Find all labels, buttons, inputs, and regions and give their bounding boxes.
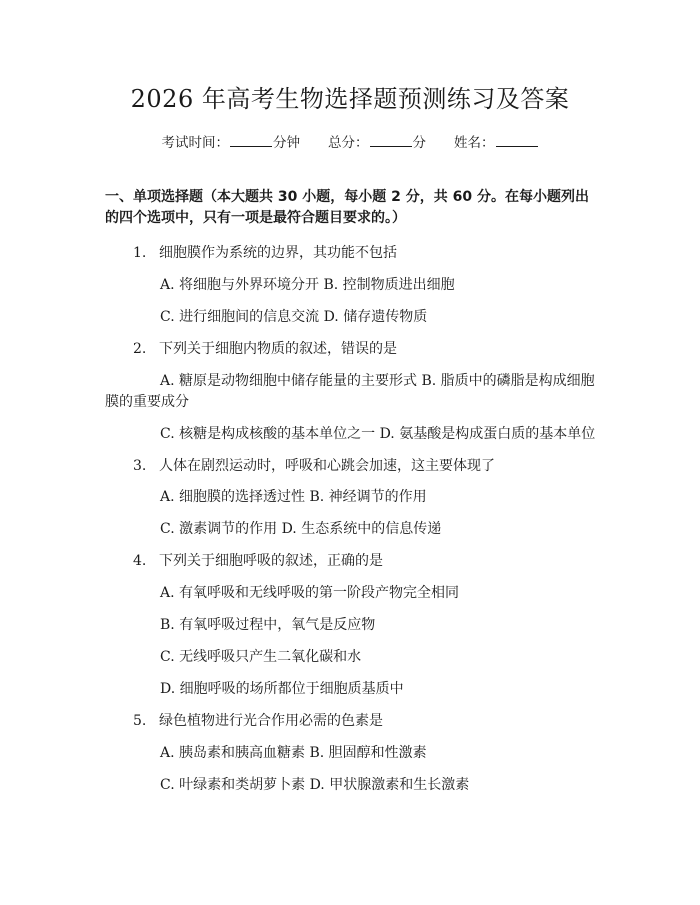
time-blank [230, 132, 272, 147]
question-5 [133, 711, 383, 731]
exam-meta [0, 132, 700, 153]
name-field [454, 132, 539, 153]
score-unit: 分 [412, 135, 426, 151]
question-4-option-a: A. 有氧呼吸和无线呼吸的第一阶段产物完全相同 [160, 585, 460, 601]
question-number: 4. [133, 553, 147, 569]
question-1-options-cd: C. 进行细胞间的信息交流 D. 储存遗传物质 [160, 309, 428, 325]
question-stem: 细胞膜作为系统的边界，其功能不包括 [159, 245, 397, 261]
time-field [162, 132, 301, 153]
question-stem: 下列关于细胞内物质的叙述，错误的是 [159, 341, 397, 357]
score-blank [370, 132, 412, 147]
question-3 [133, 456, 495, 476]
score-label: 总分： [328, 135, 369, 151]
question-3-options-ab: A. 细胞膜的选择透过性 B. 神经调节的作用 [160, 489, 427, 505]
question-3-options-cd: C. 激素调节的作用 D. 生态系统中的信息传递 [160, 521, 442, 537]
question-1 [133, 243, 397, 263]
question-stem: 下列关于细胞呼吸的叙述，正确的是 [159, 553, 383, 569]
question-5-options-cd: C. 叶绿素和类胡萝卜素 D. 甲状腺激素和生长激素 [160, 777, 470, 793]
question-4-option-b: B. 有氧呼吸过程中，氧气是反应物 [160, 617, 376, 633]
question-2-options-cd: C. 核糖是构成核酸的基本单位之一 D. 氨基酸是构成蛋白质的基本单位 [160, 426, 596, 442]
question-number: 2. [133, 341, 147, 357]
question-2-options-ab: A. 糖原是动物细胞中储存能量的主要形式 B. 脂质中的磷脂是构成细胞膜的重要成分 [105, 373, 595, 410]
question-stem: 绿色植物进行光合作用必需的色素是 [159, 713, 383, 729]
question-1-options-ab: A. 将细胞与外界环境分开 B. 控制物质进出细胞 [160, 277, 455, 293]
question-2 [133, 339, 397, 359]
question-4 [133, 551, 383, 571]
question-4-option-c: C. 无线呼吸只产生二氧化碳和水 [160, 649, 362, 665]
name-label: 姓名： [454, 135, 495, 151]
name-blank [496, 132, 538, 147]
question-5-options-ab: A. 胰岛素和胰高血糖素 B. 胆固醇和性激素 [160, 745, 427, 761]
question-number: 5. [133, 713, 147, 729]
exam-title: 2026 年高考生物选择题预测练习及答案 [130, 85, 570, 113]
question-number: 1. [133, 245, 147, 261]
section-heading: 一、单项选择题（本大题共 30 小题，每小题 2 分，共 60 分。在每小题列出的四个选项中，只有一项是最符合题目要求的。） [105, 189, 589, 226]
time-unit: 分钟 [273, 135, 300, 151]
score-field [328, 132, 426, 153]
time-label: 考试时间： [161, 135, 229, 151]
question-number: 3. [133, 458, 147, 474]
question-stem: 人体在剧烈运动时，呼吸和心跳会加速，这主要体现了 [159, 458, 495, 474]
question-4-option-d: D. 细胞呼吸的场所都位于细胞质基质中 [160, 681, 404, 697]
